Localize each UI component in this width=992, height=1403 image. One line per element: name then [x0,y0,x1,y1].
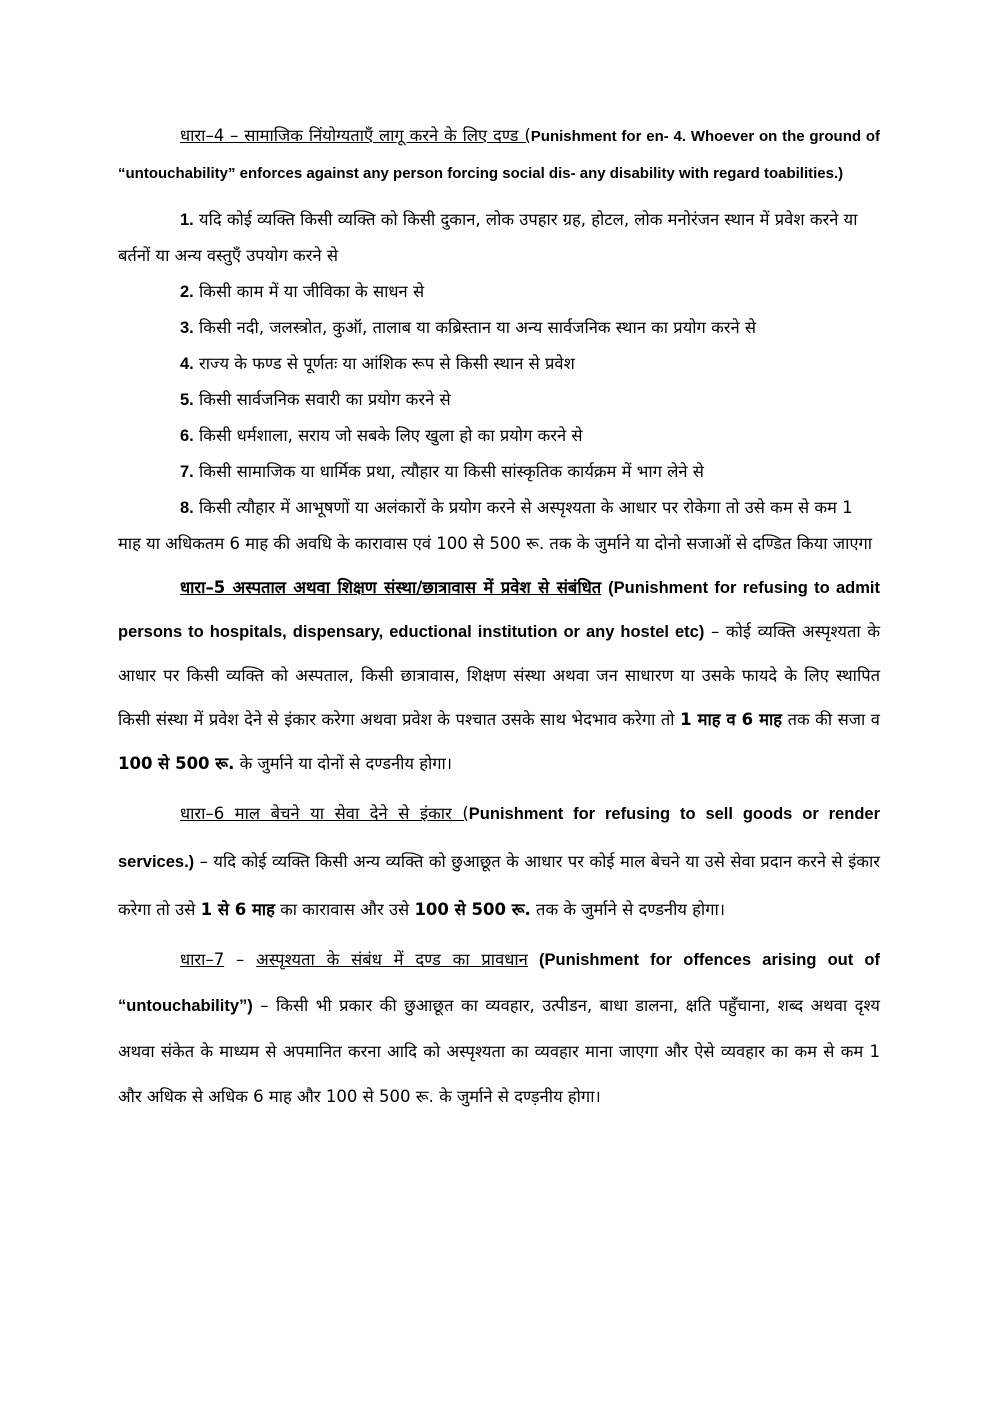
section-7-title-hindi-2: अस्पृश्यता के संबंध में दण्ड का प्रावधान [256,950,528,969]
list-item: 4. राज्य के फण्ड से पूर्णतः या आंशिक रूप से किसी स्थान से प्रवेश [180,354,575,373]
section-5-body: – कोई व्यक्ति अस्पृश्यता के आधार पर किसी व्यक्ति को अस्पताल, किसी छात्रावास, शिक्षण संस्था अथवा जन साधारण या उसके फायदे के लिए स्थापित किसी संस्था में प्रवेश देने से इंकार करेगा अथवा प्रवेश के पश्चात उसके साथ भेदभाव करेगा तो [118,622,880,729]
list-item: 1. यदि कोई व्यक्ति किसी व्यक्ति को किसी दुकान, लोक उपहार ग्रह, होटल, लोक मनोरंजन स्थान में प्रवेश करने या बर्तनों या अन्य वस्तुएँ उपयोग करने से [118,210,858,265]
list-item: 8. किसी त्यौहार में आभूषणों या अलंकारों के प्रयोग करने से अस्पृश्यता के आधार पर रोकेगा तो उसे कम से कम 1 माह या अधिकतम 6 माह की अवधि के कारावास एवं 100 से 500 रू. तक के जुर्माने या दोनो सजाओं से दण्डित किया जाएगा [118,498,873,553]
section-6-duration: 1 से 6 माह [200,900,275,919]
section-5-fine: 100 से 500 रू. [118,754,235,773]
list-item: 5. किसी सार्वजनिक सवारी का प्रयोग करने से [180,390,451,409]
section-4-title-english: Punishment for en- 4. Whoever on the ground of “untouchability” enforces against any person forcing social dis- any disability with regard toabilities.) [118,128,880,182]
section-5-paragraph: धारा–5 अस्पताल अथवा शिक्षण संस्था/छात्रावास में प्रवेश से संबंधित (Punishment for refusing to admit persons to hospitals, dispensary, eductional institution or any hostel etc) – कोई व्यक्ति अस्पृश्यता के आधार पर किसी व्यक्ति को अस्पताल, किसी छात्रावास, शिक्षण संस्था अथवा जन साधारण या उसके फायदे के लिए स्थापित किसी संस्था में प्रवेश देने से इंकार करेगा अथवा प्रवेश के पश्चात उसके साथ भेदभाव करेगा तो 1 माह व 6 माह तक की सजा व 100 से 500 रू. के जुर्माने या दोनों से दण्डनीय होगा। [118,578,881,773]
section-6-title-hindi: धारा–6 माल बेचने या सेवा देने से इंकार ( [180,804,469,823]
list-item: 6. किसी धर्मशाला, सराय जो सबके लिए खुला हो का प्रयोग करने से [180,426,583,445]
section-7-title-hindi: धारा–7 [180,950,225,969]
document-page [118,118,880,1119]
section-4-heading [118,118,880,192]
section-5-title-english: (Punishment for refusing to admit persons to hospitals, dispensary, eductional institution or any hostel etc) [118,579,881,641]
section-6-title-english: Punishment for refusing to sell goods or render services. [118,805,880,871]
section-7-body: – किसी भी प्रकार की छुआछूत का व्यवहार, उत्पीडन, बाधा डालना, क्षति पहुँचाना, शब्द अथवा दृश्य अथवा संकेत के माध्यम से अपमानित करना आदि को अस्पृश्यता का व्यवहार माना जाएगा और ऐसे व्यवहार का कम से कम 1 और अधिक से अधिक 6 माह और 100 से 500 रू. के जुर्माने से दण्ड़नीय होगा। [118,996,880,1106]
section-6-fine: 100 से 500 रू. [414,900,531,919]
list-item: 7. किसी सामाजिक या धार्मिक प्रथा, त्यौहार या किसी सांस्कृतिक कार्यक्रम में भाग लेने से [180,462,704,481]
section-6-paragraph: धारा–6 माल बेचने या सेवा देने से इंकार (Punishment for refusing to sell goods or render services.) – यदि कोई व्यक्ति किसी अन्य व्यक्ति को छुआछूत के आधार पर कोई माल बेचने या उसे सेवा प्रदान करने से इंकार करेगा तो उसे 1 से 6 माह का कारावास और उसे 100 से 500 रू. तक के जुर्माने से दण्डनीय होगा। [118,804,880,919]
section-5-title-hindi: धारा–5 अस्पताल अथवा शिक्षण संस्था/छात्रावास में प्रवेश से संबंधित [180,578,602,597]
section-6-body: – यदि कोई व्यक्ति किसी अन्य व्यक्ति को छुआछूत के आधार पर कोई माल बेचने या उसे सेवा प्रदान करने से इंकार करेगा तो उसे [118,852,880,919]
section-7-title-english: (Punishment for offences arising out of “untouchability”) [118,951,880,1015]
section-5-duration: 1 माह व 6 माह [680,710,783,729]
section-7-paragraph: धारा–7 – अस्पृश्यता के संबंध में दण्ड का प्रावधान (Punishment for offences arising out of “untouchability”) – किसी भी प्रकार की छुआछूत का व्यवहार, उत्पीडन, बाधा डालना, क्षति पहुँचाना, शब्द अथवा दृश्य अथवा संकेत के माध्यम से अपमानित करना आदि को अस्पृश्यता का व्यवहार माना जाएगा और ऐसे व्यवहार का कम से कम 1 और अधिक से अधिक 6 माह और 100 से 500 रू. के जुर्माने से दण्ड़नीय होगा। [118,950,880,1106]
list-item: 2. किसी काम में या जीविका के साधन से [180,282,425,301]
section-4-list [118,202,880,562]
section-4-title-hindi: धारा–4 – सामाजिक निंयोग्यताएँ लागू करने के लिए दण्ड ( [180,126,531,145]
list-item: 3. किसी नदी, जलस्त्रोत, कुऑ, तालाब या कब्रिस्तान या अन्य सार्वजनिक स्थान का प्रयोग करने से [180,318,757,337]
